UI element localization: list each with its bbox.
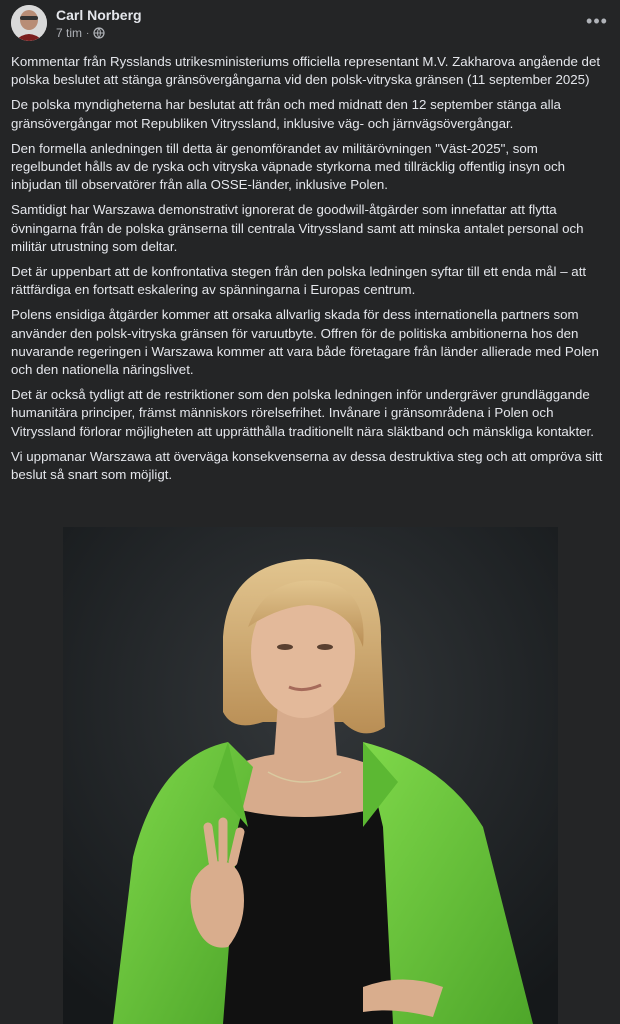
meta-separator: · — [86, 27, 90, 39]
post-paragraph: Samtidigt har Warszawa demonstrativt ignorerat de goodwill-åtgärder som innefattar att flytta övningarna från de polska gränserna till centrala Vitryssland samt att minska antalet personal och militär utrustning som deltar. — [11, 202, 584, 254]
post-paragraph: De polska myndigheterna har beslutat att från och med midnatt den 12 september stänga alla gränsövergångar mot Republiken Vitryssland, inklusive väg- och järnvägsövergångar. — [11, 97, 561, 131]
post-photo[interactable] — [63, 527, 558, 1024]
post-header — [0, 0, 620, 50]
post-meta — [56, 26, 105, 40]
author-avatar[interactable] — [11, 5, 47, 41]
more-options-icon[interactable]: ••• — [586, 11, 608, 31]
post-time[interactable]: 7 tim — [56, 26, 83, 40]
post-photo-container — [0, 527, 620, 1024]
post-body — [0, 50, 620, 484]
post-paragraph: Kommentar från Rysslands utrikesministeriums officiella representant M.V. Zakharova angående det polska beslutet att stänga gränsövergångarna vid den polsk-vitryska gränsen (11 september 2025) — [11, 54, 601, 88]
post-paragraph: Det är också tydligt att de restriktioner som den polska ledningen inför undergräver grundläggande humanitära principer, främst människors rörelsefrihet. Invånare i gränsområdena i Polen och Vitryssland förlorar möjligheten att upprätthålla traditionellt nära släktband och mänskliga kontakter. — [11, 387, 594, 439]
post-paragraph: Vi uppmanar Warszawa att överväga konsekvenserna av dessa destruktiva steg och att ompröva sitt beslut så snart som möjligt. — [11, 448, 603, 483]
post-paragraph: Den formella anledningen till detta är genomförandet av militärövningen "Väst-2025", som regelbundet hålls av de ryska och vitryska väpnade styrkorna med tillräcklig offentlig insyn och inbjudan till observatörer från alla OSSE-länder, inklusive Polen. — [11, 140, 566, 193]
author-name[interactable]: Carl Norberg — [56, 7, 142, 23]
post-paragraph: Det är uppenbart att de konfrontativa stegen från den polska ledningen syftar till ett enda mål – att rättfärdiga en fortsatt eskalering av spänningarna i Europas centrum. — [11, 264, 587, 298]
globe-icon — [93, 27, 105, 39]
post-paragraph: Polens ensidiga åtgärder kommer att orsaka allvarlig skada för dess internationella partners som använder den polsk-vitryska gränsen för varuutbyte. Offren för de politiska ambitionerna hos den nuvarande regeringen i Warszawa kommer att vara både företagare från länder allierade med Polen och den nationella näringslivet. — [11, 307, 599, 378]
